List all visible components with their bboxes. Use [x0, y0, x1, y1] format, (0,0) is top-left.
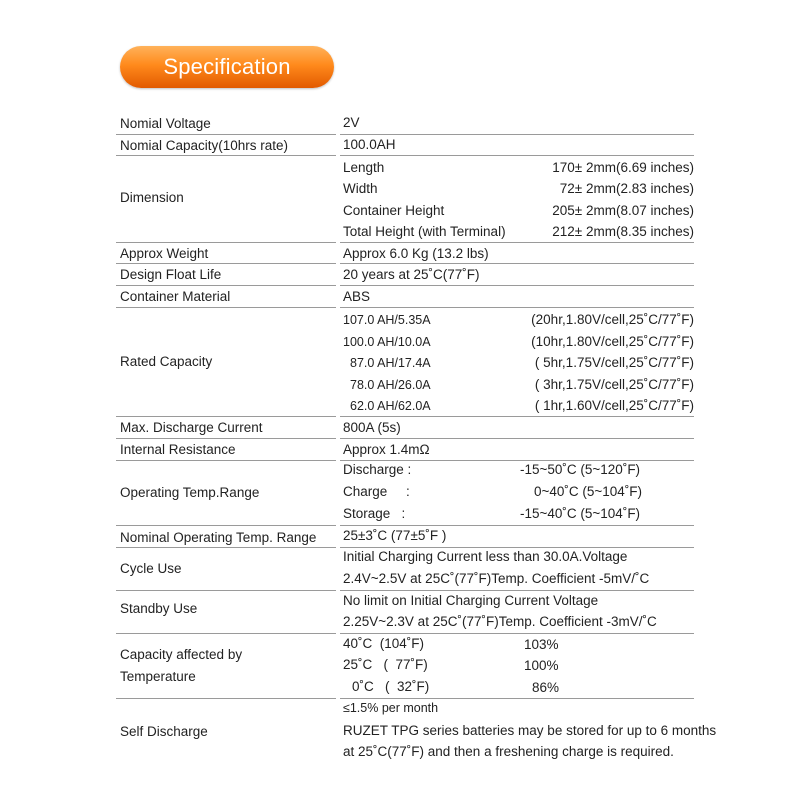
specification-title-badge — [120, 46, 334, 88]
column-gap — [336, 286, 340, 308]
column-gap — [336, 634, 340, 699]
op-temp-storage-name: Storage : — [343, 506, 406, 521]
dimension-length-value: 170± 2mm(6.69 inches) — [552, 160, 694, 175]
op-temp-discharge-value: -15~50˚C (5~120˚F) — [520, 462, 641, 477]
cap-temp-0c-condition: 0˚C ( 32˚F) — [352, 679, 430, 694]
dimension-length-name: Length — [343, 160, 385, 175]
label-float-life: Design Float Life — [120, 267, 222, 282]
column-gap — [336, 461, 340, 526]
value-nominal-operating-temp: 25±3˚C (77±5˚F ) — [343, 528, 447, 543]
value-max-discharge: 800A (5s) — [343, 420, 401, 435]
row-capacity-temperature — [116, 634, 694, 699]
rated-capacity-10hr-condition: (10hr,1.80V/cell,25˚C/77˚F) — [531, 334, 694, 349]
column-gap — [336, 243, 340, 264]
row-float-life — [116, 264, 694, 286]
rated-capacity-3hr-condition: ( 3hr,1.75V/cell,25˚C/77˚F) — [534, 377, 694, 392]
row-self-discharge — [116, 699, 717, 765]
op-temp-charge-value: 0~40˚C (5~104˚F) — [534, 484, 643, 499]
rated-capacity-5hr-condition: ( 5hr,1.75V/cell,25˚C/77˚F) — [534, 355, 694, 370]
column-gap — [336, 439, 340, 461]
rated-capacity-5hr-value: 87.0 AH/17.4A — [350, 356, 431, 370]
cap-temp-40c-percent: 103% — [524, 637, 559, 652]
row-internal-resistance — [116, 439, 694, 461]
self-discharge-line-1: ≤1.5% per month — [343, 701, 439, 715]
row-nominal-operating-temp — [116, 526, 694, 548]
row-nominal-voltage — [116, 114, 694, 135]
cap-temp-25c-percent: 100% — [524, 658, 559, 673]
label-rated-capacity: Rated Capacity — [120, 354, 213, 369]
column-gap — [336, 156, 340, 243]
value-container-material: ABS — [343, 289, 371, 304]
op-temp-charge-name: Charge : — [343, 484, 410, 499]
label-weight: Approx Weight — [120, 246, 209, 261]
label-max-discharge: Max. Discharge Current — [120, 420, 263, 435]
column-gap — [336, 135, 340, 156]
column-gap — [336, 114, 340, 135]
row-weight — [116, 243, 694, 264]
column-gap — [336, 264, 340, 286]
label-nominal-voltage: Nomial Voltage — [120, 116, 211, 131]
standby-use-line-2: 2.25V~2.3V at 25C˚(77˚F)Temp. Coefficient -3mV/˚C — [343, 614, 657, 629]
row-standby-use — [116, 591, 694, 634]
label-internal-resistance: Internal Resistance — [120, 442, 236, 457]
row-rated-capacity — [116, 308, 694, 417]
dimension-container-height-name: Container Height — [343, 203, 445, 218]
op-temp-storage-value: -15~40˚C (5~104˚F) — [520, 506, 641, 521]
label-standby-use: Standby Use — [120, 601, 198, 616]
self-discharge-line-2: RUZET TPG series batteries may be stored for up to 6 months — [343, 723, 717, 738]
rated-capacity-1hr-value: 62.0 AH/62.0A — [350, 399, 431, 413]
cap-temp-25c-condition: 25˚C ( 77˚F) — [343, 657, 428, 672]
cap-temp-0c-percent: 86% — [532, 680, 560, 695]
rated-capacity-1hr-condition: ( 1hr,1.60V/cell,25˚C/77˚F) — [534, 398, 694, 413]
rated-capacity-20hr-condition: (20hr,1.80V/cell,25˚C/77˚F) — [531, 312, 694, 327]
label-dimension: Dimension — [120, 190, 184, 205]
standby-use-line-1: No limit on Initial Charging Current Voltage — [343, 593, 599, 608]
column-gap — [336, 308, 340, 417]
cycle-use-line-1: Initial Charging Current less than 30.0A.Voltage — [343, 549, 628, 564]
label-nominal-operating-temp: Nominal Operating Temp. Range — [120, 530, 317, 545]
specification-title: Specification — [163, 54, 291, 79]
dimension-total-height-value: 212± 2mm(8.35 inches) — [552, 224, 694, 239]
column-gap — [336, 591, 340, 634]
row-nominal-capacity — [116, 135, 694, 156]
dimension-total-height-name: Total Height (with Terminal) — [343, 224, 506, 239]
dimension-container-height-value: 205± 2mm(8.07 inches) — [552, 203, 694, 218]
value-internal-resistance: Approx 1.4mΩ — [343, 442, 430, 457]
rated-capacity-20hr-value: 107.0 AH/5.35A — [343, 313, 431, 327]
row-cycle-use — [116, 548, 694, 591]
cap-temp-40c-condition: 40˚C (104˚F) — [343, 636, 425, 651]
label-capacity-temperature-line-1: Capacity affected by — [120, 647, 243, 662]
value-weight: Approx 6.0 Kg (13.2 lbs) — [343, 246, 489, 261]
op-temp-discharge-name: Discharge : — [343, 462, 412, 477]
column-gap — [336, 526, 340, 548]
label-nominal-capacity: Nomial Capacity(10hrs rate) — [120, 138, 289, 153]
dimension-width-value: 72± 2mm(2.83 inches) — [559, 181, 694, 196]
value-nominal-capacity: 100.0AH — [343, 137, 396, 152]
self-discharge-line-3: at 25˚C(77˚F) and then a freshening charge is required. — [343, 744, 674, 759]
rated-capacity-10hr-value: 100.0 AH/10.0A — [343, 335, 431, 349]
label-container-material: Container Material — [120, 289, 231, 304]
label-operating-temp: Operating Temp.Range — [120, 485, 260, 500]
label-capacity-temperature-line-2: Temperature — [120, 669, 196, 684]
row-dimension — [116, 156, 694, 243]
cycle-use-line-2: 2.4V~2.5V at 25C˚(77˚F)Temp. Coefficient -5mV/˚C — [343, 571, 650, 586]
row-max-discharge — [116, 417, 694, 439]
value-nominal-voltage: 2V — [343, 115, 360, 130]
label-cycle-use: Cycle Use — [120, 561, 182, 576]
row-container-material — [116, 286, 694, 308]
rated-capacity-3hr-value: 78.0 AH/26.0A — [350, 378, 431, 392]
column-gap — [336, 548, 340, 591]
label-self-discharge: Self Discharge — [120, 724, 208, 739]
value-float-life: 20 years at 25˚C(77˚F) — [343, 267, 480, 282]
column-gap — [336, 417, 340, 439]
row-operating-temp — [116, 461, 694, 526]
dimension-width-name: Width — [343, 181, 378, 196]
